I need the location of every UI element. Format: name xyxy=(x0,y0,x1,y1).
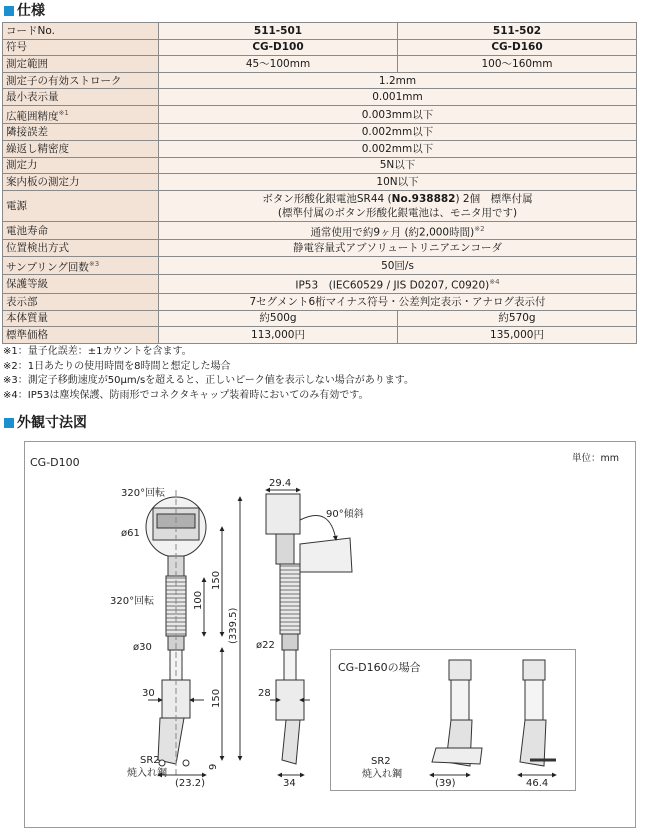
footnote-mark: ※2 xyxy=(474,224,485,233)
model-cg-d100: CG-D100 xyxy=(159,39,398,56)
footnote-mark: ※4 xyxy=(489,278,500,287)
dim-28: 28 xyxy=(258,688,271,699)
row-label: 標準価格 xyxy=(3,327,159,344)
row-label: 繰返し精密度 xyxy=(3,141,159,158)
cell-value: 静電容量式アブソリュートリニアエンコーダ xyxy=(159,240,637,257)
dim-34: 34 xyxy=(283,778,296,789)
code-511-501: 511-501 xyxy=(159,23,398,40)
dim-9: 9 xyxy=(208,763,219,770)
cell-value: 50回/s xyxy=(159,256,637,275)
dim-150a: 150 xyxy=(211,570,222,590)
cell-value: 約500g xyxy=(159,310,398,327)
dim-tilt: 90°傾斜 xyxy=(326,509,364,520)
cell-value: 113,000円 xyxy=(159,327,398,344)
cell-value: 135,000円 xyxy=(398,327,637,344)
inset-dim-sr2: SR2 xyxy=(371,756,391,767)
drawing-section-title: 外観寸法図 xyxy=(4,413,87,433)
footnote: ※3：測定子移動速度が50μm/sを超えると、正しいピーク値を表示しない場合があります。 xyxy=(3,375,414,386)
inset-title: CG-D160の場合 xyxy=(338,661,421,674)
inset-front-view xyxy=(432,660,482,766)
front-view xyxy=(146,490,206,775)
cell-value: IP53 (IEC60529 / JIS D0207, C0920)$^{※4}$ xyxy=(159,275,637,294)
row-label: 測定力 xyxy=(3,157,159,174)
cell-value: 通常使用で約9ヶ月 (約2,000時間)$^{※2}$ xyxy=(159,221,637,240)
cell-value: 約570g xyxy=(398,310,637,327)
footnote: ※1：量子化誤差：±1カウントを含ます。 xyxy=(3,346,192,357)
row-label: 最小表示量 xyxy=(3,89,159,106)
dim-sr2: SR2 xyxy=(140,755,160,766)
inset-dim-39: (39) xyxy=(435,778,456,789)
row-label: 測定子の有効ストローク xyxy=(3,72,159,89)
cell-value: 7セグメント6桁マイナス符号・公差判定表示・アナログ表示付 xyxy=(159,293,637,310)
cell-value: 0.002mm以下 xyxy=(159,141,637,158)
code-511-502: 511-502 xyxy=(398,23,637,40)
dim-dia30: ø30 xyxy=(133,642,152,653)
cell-value: 0.001mm xyxy=(159,89,637,106)
dim-29: 29.4 xyxy=(269,478,292,489)
dim-150b: 150 xyxy=(211,688,222,708)
cell-value: 0.003mm以下 xyxy=(159,105,637,124)
dim-30: 30 xyxy=(142,688,155,699)
dim-hardened: 焼入れ鋼 xyxy=(127,768,167,779)
dim-dia22: ø22 xyxy=(256,640,275,651)
cell-value: 0.002mm以下 xyxy=(159,124,637,141)
row-label: 本体質量 xyxy=(3,310,159,327)
cell-value: 100～160mm xyxy=(398,56,637,73)
battery-part-number: No.938882 xyxy=(391,192,456,205)
spec-section-title: 仕様 xyxy=(4,1,45,21)
footnote-mark: ※3 xyxy=(88,259,100,268)
model-cg-d160: CG-D160 xyxy=(398,39,637,56)
unit-label: 単位：mm xyxy=(572,453,620,464)
row-label: 保護等級 xyxy=(3,275,159,294)
dim-23: (23.2) xyxy=(175,778,206,789)
dim-dia61: ø61 xyxy=(121,528,140,539)
row-label: 電池寿命 xyxy=(3,221,159,240)
cell-value: ボタン形酸化銀電池SR44 (No.938882) 2個 標準付属 (標準付属のボタン形酸化銀電池は、モニタ用です) xyxy=(159,190,637,221)
dim-339: (339.5) xyxy=(228,607,239,644)
row-label: コードNo. xyxy=(3,23,159,40)
row-label: 符号 xyxy=(3,39,159,56)
cell-value: 10N以下 xyxy=(159,174,637,191)
row-label: 測定範囲 xyxy=(3,56,159,73)
dim-rotate-top: 320°回転 xyxy=(121,488,166,499)
footnote: ※2：1日あたりの使用時間を8時間と想定した場合 xyxy=(3,360,231,372)
row-label: 隣接誤差 xyxy=(3,124,159,141)
row-label: サンプリング回数$^{※3}$ xyxy=(3,256,159,275)
inset-side-view xyxy=(520,660,556,766)
inset-dim-hardened: 焼入れ鋼 xyxy=(362,769,402,780)
inset-dim-46: 46.4 xyxy=(526,778,549,789)
cell-value: 45～100mm xyxy=(159,56,398,73)
row-label: 表示部 xyxy=(3,293,159,310)
cell-value: 5N以下 xyxy=(159,157,637,174)
cell-value: 1.2mm xyxy=(159,72,637,89)
side-view xyxy=(266,494,352,764)
row-label: 位置検出方式 xyxy=(3,240,159,257)
model-label: CG-D100 xyxy=(30,456,80,469)
dim-rotate-mid: 320°回転 xyxy=(110,596,155,607)
dim-100: 100 xyxy=(193,590,204,610)
footnote-mark: ※1 xyxy=(58,108,69,117)
footnote: ※4：IP53は塵埃保護、防雨形でコネクタキャップ装着時においてのみ有効です。 xyxy=(3,389,369,401)
row-label: 電源 xyxy=(3,190,159,221)
row-label: 広範囲精度$^{※1}$ xyxy=(3,105,159,124)
row-label: 案内板の測定力 xyxy=(3,174,159,191)
